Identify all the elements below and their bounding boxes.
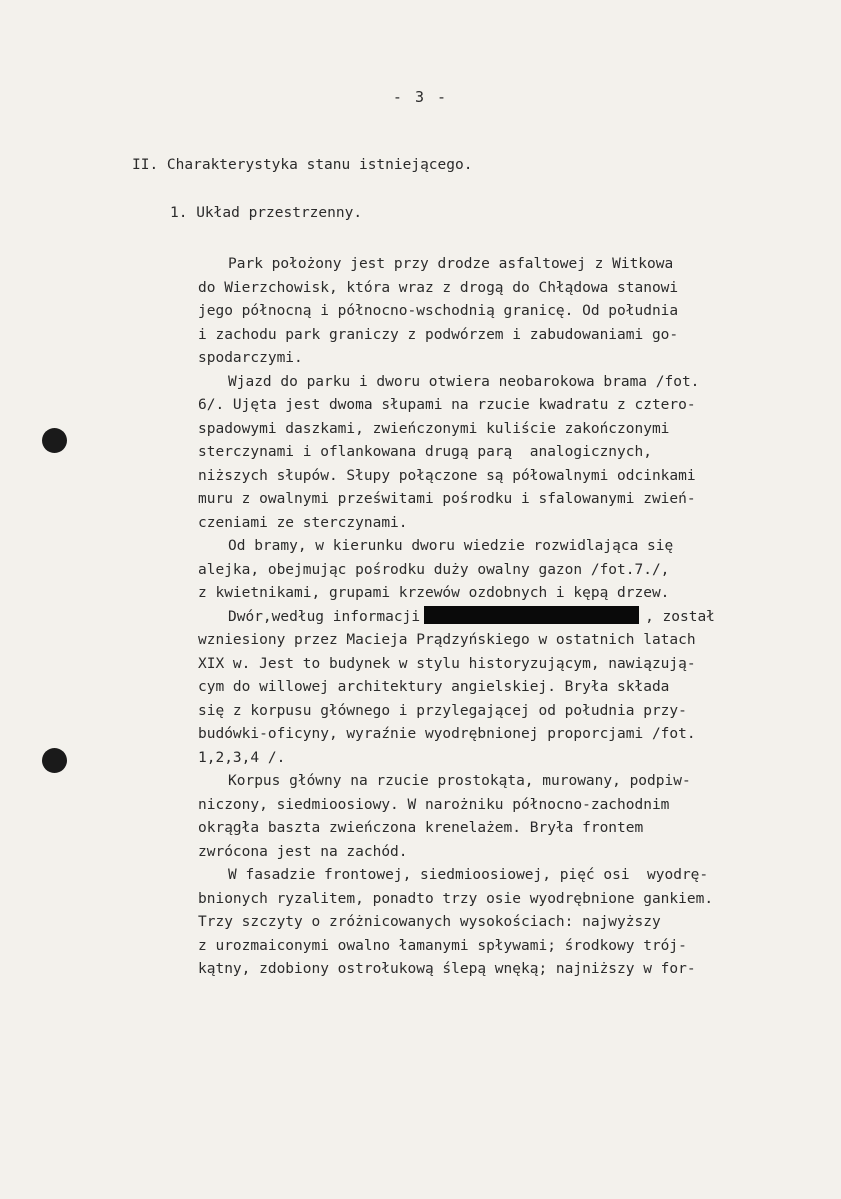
text-line: [198, 747, 798, 771]
text-line: [198, 418, 798, 442]
text-line: [198, 394, 798, 418]
text-line-content: czeniami ze sterczynami.: [198, 514, 408, 531]
text-line: [198, 676, 798, 700]
text-line: [198, 864, 798, 888]
text-line: [198, 253, 798, 277]
text-line-content: spadowymi daszkami, zwieńczonymi kuliście zakończonymi: [198, 420, 670, 437]
text-line: [198, 347, 798, 371]
text-line-content: jego północną i północno-wschodnią granicę. Od południa: [198, 303, 679, 319]
text-line: [198, 911, 798, 935]
text-line: [198, 723, 798, 747]
text-line-content: spodarczymi.: [198, 350, 303, 366]
text-line: [198, 300, 798, 324]
text-line: [198, 653, 798, 677]
text-line-content: okrągła baszta zwieńczona krenelażem. Bryła frontem: [198, 820, 644, 836]
text-line: [198, 770, 798, 794]
text-line: [198, 512, 798, 536]
text-line-content: się z korpusu głównego i przylegającej od południa przy-: [198, 702, 687, 719]
text-line: [198, 606, 798, 630]
text-line: [198, 465, 798, 489]
text-line-content: Park położony jest przy drodze asfaltowej z Witkowa: [228, 256, 674, 272]
text-line: [198, 700, 798, 724]
text-line: [198, 935, 798, 959]
text-line: [198, 371, 798, 395]
text-line: [198, 629, 798, 653]
subsection-heading: 1. Układ przestrzenny.: [170, 205, 363, 221]
text-line-continuation: , został: [645, 608, 715, 625]
redaction-block: [424, 606, 639, 624]
section-heading: II. Charakterystyka stanu istniejącego.: [132, 157, 473, 173]
text-line-content: Od bramy, w kierunku dworu wiedzie rozwidlająca się: [228, 538, 674, 554]
page-number: - 3 -: [392, 88, 449, 106]
text-line-content: alejka, obejmując pośrodku duży owalny gazon /fot.7./,: [198, 561, 670, 578]
text-line-content: kątny, zdobiony ostrołukową ślepą wnęką; najniższy w for-: [198, 961, 696, 977]
body-text: [198, 253, 798, 982]
text-line-content: i zachodu park graniczy z podwórzem i zabudowaniami go-: [198, 326, 679, 343]
text-line: [198, 559, 798, 583]
text-line-content: budówki-oficyny, wyraźnie wyodrębnionej proporcjami /fot.: [198, 726, 696, 742]
text-line-content: z urozmaiconymi owalno łamanymi spływami; środkowy trój-: [198, 937, 687, 954]
text-line-content: 6/. Ujęta jest dwoma słupami na rzucie kwadratu z cztero-: [198, 397, 696, 413]
text-line-content: do Wierzchowisk, która wraz z drogą do Chłądowa stanowi: [198, 279, 679, 296]
text-line-content: 1,2,3,4 /.: [198, 749, 286, 766]
text-line-content: W fasadzie frontowej, siedmioosiowej, pięć osi wyodrę-: [228, 867, 709, 883]
text-line: [198, 324, 798, 348]
text-line-content: Wjazd do parku i dworu otwiera neobarokowa brama /fot.: [228, 373, 700, 390]
text-line-content: niższych słupów. Słupy połączone są półowalnymi odcinkami: [198, 467, 696, 484]
text-line-content: wzniesiony przez Macieja Prądzyńskiego w ostatnich latach: [198, 632, 696, 648]
text-line-content: sterczynami i oflankowana drugą parą analogicznych,: [198, 444, 652, 460]
text-line-content: bnionych ryzalitem, ponadto trzy osie wyodrębnione gankiem.: [198, 890, 714, 907]
text-line: [198, 841, 798, 865]
text-line-content: cym do willowej architektury angielskiej. Bryła składa: [198, 679, 670, 695]
text-line: [198, 277, 798, 301]
text-line-content: niczony, siedmioosiowy. W narożniku północno-zachodnim: [198, 796, 670, 813]
text-line-content: Dwór,według informacji: [228, 608, 421, 625]
text-line: [198, 958, 798, 982]
text-line: [198, 582, 798, 606]
text-line-content: XIX w. Jest to budynek w stylu historyzującym, nawiązują-: [198, 655, 696, 672]
text-line: [198, 794, 798, 818]
text-line-content: Trzy szczyty o zróżnicowanych wysokościach: najwyższy: [198, 914, 661, 930]
text-line: [198, 488, 798, 512]
text-line: [198, 535, 798, 559]
text-line-content: z kwietnikami, grupami krzewów ozdobnych i kępą drzew.: [198, 585, 670, 601]
text-line-content: zwrócona jest na zachód.: [198, 843, 408, 860]
text-line: [198, 888, 798, 912]
punch-hole-icon: [42, 748, 67, 773]
text-line-content: Korpus główny na rzucie prostokąta, murowany, podpiw-: [228, 773, 691, 789]
text-line-content: muru z owalnymi prześwitami pośrodku i sfalowanymi zwień-: [198, 491, 696, 507]
text-line: [198, 817, 798, 841]
text-line: [198, 441, 798, 465]
punch-hole-icon: [42, 428, 67, 453]
